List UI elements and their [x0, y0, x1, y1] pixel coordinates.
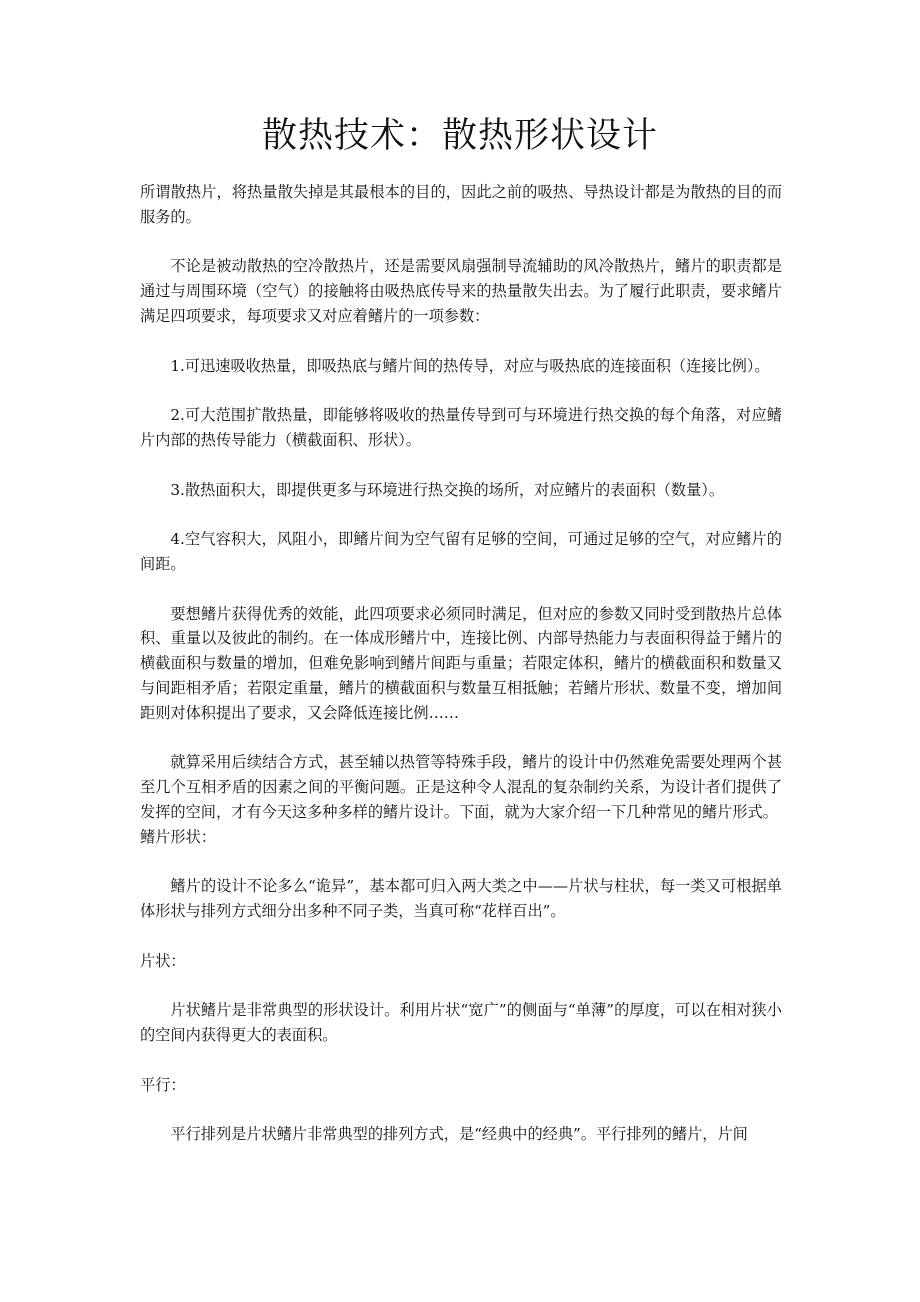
paragraph-requirement-4: 4.空气容积大，风阻小，即鳍片间为空气留有足够的空间，可通过足够的空气，对应鳍片的间距。: [140, 530, 782, 573]
paragraph-gap: [140, 850, 782, 875]
paragraph-constraints: 要想鳍片获得优秀的效能，此四项要求必须同时满足，但对应的参数又同时受到散热片总体积、重量以及彼此的制约。在一体成形鳍片中，连接比例、内部导热能力与表面积得益于鳍片的横截面积与数量的增加，但难免影响到鳍片间距与重量；若限定体积，鳍片的横截面积和数量又与间距相矛盾；若限定重量，鳍片的横截面积与数量互相抵触；若鳍片形状、数量不变，增加间距则对体积提出了要求，又会降低连接比例……: [140, 604, 782, 722]
paragraph-parallel: 平行排列是片状鳍片非常典型的排列方式，是“经典中的经典”。平行排列的鳍片，片间: [170, 1125, 748, 1144]
paragraph-requirement-2: 2.可大范围扩散热量，即能够将吸收的热量传导到可与环境进行热交换的每个角落，对应鳍片内部的热传导能力（横截面积、形状）。: [140, 406, 782, 449]
heading-parallel: 平行：: [140, 1075, 186, 1094]
document-title: 散热技术：散热形状设计: [261, 116, 658, 156]
paragraph-plate-fins: 片状鳍片是非常典型的形状设计。利用片状“宽广”的侧面与“单薄”的厚度，可以在相对狭小的空间内获得更大的表面积。: [140, 1001, 782, 1045]
paragraph-gap: [140, 924, 782, 949]
paragraph-requirement-3: 3.散热面积大，即提供更多与环境进行热交换的场所，对应鳍片的表面积（数量）。: [170, 480, 725, 499]
paragraph-requirement-1: 1.可迅速吸收热量，即吸热底与鳍片间的热传导，对应与吸热底的连接面积（连接比例）。: [170, 356, 770, 375]
paragraph-gap: [140, 577, 782, 602]
paragraph-gap: [140, 1097, 782, 1122]
paragraph-gap: [140, 1048, 782, 1073]
heading-fin-shape: 鳍片形状：: [140, 827, 216, 846]
paragraph-gap: [140, 502, 782, 527]
paragraph-balance: 就算采用后续结合方式，甚至辅以热管等特殊手段，鳍片的设计中仍然难免需要处理两个甚至几个互相矛盾的因素之间的平衡问题。正是这种令人混乱的复杂制约关系，为设计者们提供了发挥的空间，才有今天这多种多样的鳍片设计。下面，就为大家介绍一下几种常见的鳍片形式。: [140, 753, 782, 821]
paragraph-gap: [140, 453, 782, 478]
paragraph-gap: [140, 726, 782, 751]
paragraph-intro: 所谓散热片，将热量散失掉是其最根本的目的，因此之前的吸热、导热设计都是为散热的目的而服务的。: [140, 183, 782, 226]
paragraph-gap: [140, 378, 782, 403]
paragraph-fin-categories: 鳍片的设计不论多么“诡异”，基本都可归入两大类之中——片状与柱状，每一类又可根据单体形状与排列方式细分出多种不同子类，当真可称“花样百出”。: [140, 877, 782, 921]
paragraph-gap: [140, 974, 782, 999]
paragraph-gap: [140, 230, 782, 255]
paragraph-gap: [140, 329, 782, 354]
paragraph-fin-duty: 不论是被动散热的空冷散热片，还是需要风扇强制导流辅助的风冷散热片，鳍片的职责都是通过与周围环境（空气）的接触将由吸热底传导来的热量散失出去。为了履行此职责，要求鳍片满足四项要求，每项要求又对应着鳍片的一项参数：: [140, 257, 782, 325]
heading-plate: 片状：: [140, 951, 186, 970]
document-body: [140, 180, 782, 1147]
